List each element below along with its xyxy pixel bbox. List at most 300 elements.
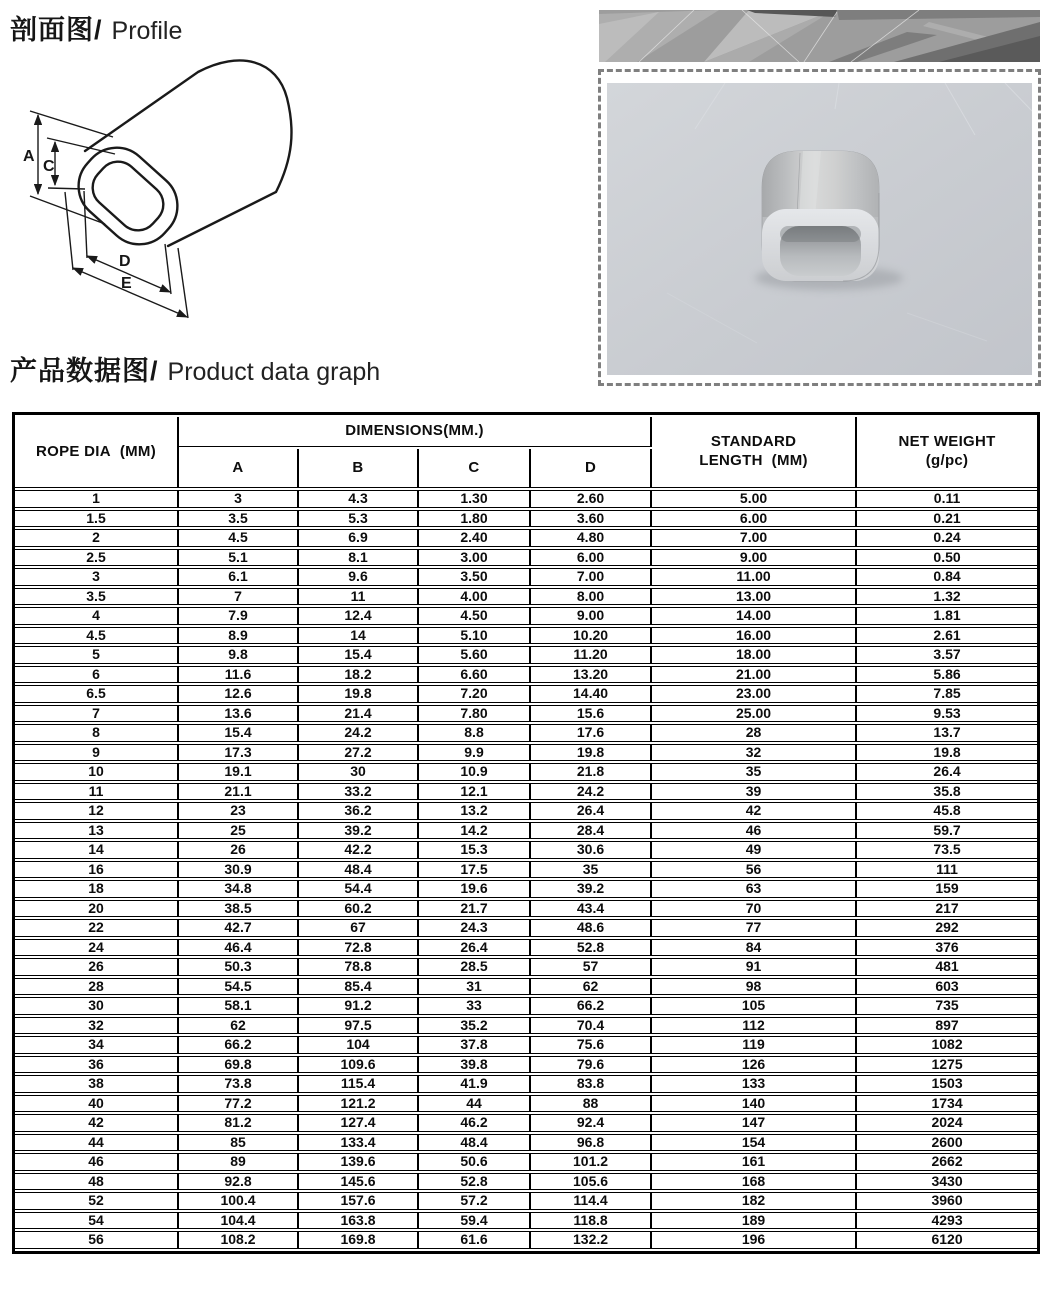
table-cell: 0.21	[857, 510, 1037, 528]
profile-heading-zh: 剖面图/	[10, 15, 103, 45]
table-cell: 13.00	[652, 588, 857, 606]
table-cell: 1082	[857, 1036, 1037, 1054]
table-cell: 8.8	[419, 724, 531, 742]
table-cell: 2.60	[531, 490, 652, 508]
table-cell: 88	[531, 1095, 652, 1113]
table-cell: 20	[15, 900, 179, 918]
table-row	[15, 861, 1037, 879]
header-dim-d: D	[531, 449, 652, 488]
table-cell: 35	[531, 861, 652, 879]
table-cell: 26.4	[419, 939, 531, 957]
table-cell: 46.4	[179, 939, 299, 957]
table-cell: 56	[15, 1231, 179, 1249]
table-row	[15, 549, 1037, 567]
table-cell: 35.2	[419, 1017, 531, 1035]
table-cell: 118.8	[531, 1212, 652, 1230]
table-cell: 12	[15, 802, 179, 820]
table-cell: 147	[652, 1114, 857, 1132]
table-cell: 15.3	[419, 841, 531, 859]
table-cell: 7.80	[419, 705, 531, 723]
table-cell: 23.00	[652, 685, 857, 703]
table-cell: 67	[299, 919, 419, 937]
table-cell: 26.4	[531, 802, 652, 820]
table-cell: 126	[652, 1056, 857, 1074]
table-cell: 43.4	[531, 900, 652, 918]
banner-graphic	[599, 10, 1040, 62]
table-cell: 9	[15, 744, 179, 762]
table-cell: 98	[652, 978, 857, 996]
table-cell: 6.9	[299, 529, 419, 547]
table-cell: 105	[652, 997, 857, 1015]
table-cell: 34	[15, 1036, 179, 1054]
table-cell: 19.8	[531, 744, 652, 762]
table-cell: 30	[299, 763, 419, 781]
table-cell: 6.1	[179, 568, 299, 586]
table-cell: 9.53	[857, 705, 1037, 723]
table-row	[15, 627, 1037, 645]
table-row	[15, 1075, 1037, 1093]
table-cell: 30.9	[179, 861, 299, 879]
table-cell: 3960	[857, 1192, 1037, 1210]
table-cell: 0.11	[857, 490, 1037, 508]
header-standard-length: STANDARD LENGTH (MM)	[652, 417, 857, 488]
table-header	[15, 417, 1037, 488]
table-cell: 13.6	[179, 705, 299, 723]
table-cell: 8	[15, 724, 179, 742]
table-cell: 3.00	[419, 549, 531, 567]
table-cell: 8.9	[179, 627, 299, 645]
table-row	[15, 510, 1037, 528]
table-cell: 50.6	[419, 1153, 531, 1171]
table-cell: 45.8	[857, 802, 1037, 820]
table-cell: 217	[857, 900, 1037, 918]
table-cell: 5.10	[419, 627, 531, 645]
table-cell: 21.4	[299, 705, 419, 723]
table-cell: 115.4	[299, 1075, 419, 1093]
header-dimensions-group: DIMENSIONS(MM.)	[179, 417, 652, 447]
table-row	[15, 1192, 1037, 1210]
table-cell: 127.4	[299, 1114, 419, 1132]
table-cell: 10	[15, 763, 179, 781]
table-cell: 19.6	[419, 880, 531, 898]
table-cell: 39.2	[299, 822, 419, 840]
table-row	[15, 822, 1037, 840]
table-cell: 101.2	[531, 1153, 652, 1171]
table-body	[15, 490, 1037, 1249]
table-cell: 7.20	[419, 685, 531, 703]
table-cell: 133.4	[299, 1134, 419, 1152]
table-cell: 1.32	[857, 588, 1037, 606]
table-cell: 12.4	[299, 607, 419, 625]
header-dim-c: C	[419, 449, 531, 488]
table-row	[15, 841, 1037, 859]
product-data-heading	[10, 349, 380, 388]
table-cell: 44	[419, 1095, 531, 1113]
table-cell: 44	[15, 1134, 179, 1152]
table-cell: 8.00	[531, 588, 652, 606]
table-cell: 73.8	[179, 1075, 299, 1093]
table-row	[15, 1056, 1037, 1074]
table-cell: 42	[652, 802, 857, 820]
table-cell: 4.00	[419, 588, 531, 606]
dim-label-d: D	[119, 253, 131, 270]
table-cell: 79.6	[531, 1056, 652, 1074]
table-cell: 24	[15, 939, 179, 957]
table-cell: 196	[652, 1231, 857, 1249]
table-cell: 60.2	[299, 900, 419, 918]
table-cell: 3.57	[857, 646, 1037, 664]
table-cell: 21.00	[652, 666, 857, 684]
table-cell: 119	[652, 1036, 857, 1054]
table-cell: 157.6	[299, 1192, 419, 1210]
table-cell: 48.4	[419, 1134, 531, 1152]
table-cell: 96.8	[531, 1134, 652, 1152]
table-cell: 5.86	[857, 666, 1037, 684]
table-cell: 163.8	[299, 1212, 419, 1230]
table-row	[15, 997, 1037, 1015]
table-cell: 59.4	[419, 1212, 531, 1230]
table-cell: 0.50	[857, 549, 1037, 567]
table-row	[15, 783, 1037, 801]
profile-heading	[10, 8, 182, 47]
table-cell: 42	[15, 1114, 179, 1132]
table-cell: 27.2	[299, 744, 419, 762]
table-cell: 52.8	[531, 939, 652, 957]
table-cell: 48	[15, 1173, 179, 1191]
sleeve-isometric-drawing	[65, 60, 292, 258]
table-cell: 97.5	[299, 1017, 419, 1035]
table-cell: 18.2	[299, 666, 419, 684]
table-cell: 9.00	[531, 607, 652, 625]
table-row	[15, 607, 1037, 625]
table-cell: 92.8	[179, 1173, 299, 1191]
table-cell: 91	[652, 958, 857, 976]
table-cell: 17.6	[531, 724, 652, 742]
table-cell: 38.5	[179, 900, 299, 918]
table-cell: 161	[652, 1153, 857, 1171]
table-cell: 1734	[857, 1095, 1037, 1113]
table-cell: 7.00	[531, 568, 652, 586]
table-cell: 7.85	[857, 685, 1037, 703]
table-cell: 21.1	[179, 783, 299, 801]
table-cell: 56	[652, 861, 857, 879]
table-cell: 35	[652, 763, 857, 781]
table-cell: 70	[652, 900, 857, 918]
table-cell: 4.5	[15, 627, 179, 645]
table-cell: 31	[419, 978, 531, 996]
table-cell: 77.2	[179, 1095, 299, 1113]
table-cell: 32	[652, 744, 857, 762]
table-cell: 1	[15, 490, 179, 508]
table-cell: 4	[15, 607, 179, 625]
table-cell: 25	[179, 822, 299, 840]
table-cell: 46.2	[419, 1114, 531, 1132]
table-row	[15, 978, 1037, 996]
table-cell: 62	[531, 978, 652, 996]
table-cell: 66.2	[179, 1036, 299, 1054]
table-cell: 62	[179, 1017, 299, 1035]
table-cell: 9.6	[299, 568, 419, 586]
table-cell: 897	[857, 1017, 1037, 1035]
table-cell: 14.00	[652, 607, 857, 625]
table-cell: 11.00	[652, 568, 857, 586]
table-cell: 5	[15, 646, 179, 664]
table-cell: 40	[15, 1095, 179, 1113]
table-cell: 14	[299, 627, 419, 645]
table-cell: 2662	[857, 1153, 1037, 1171]
table-cell: 11.6	[179, 666, 299, 684]
table-row	[15, 705, 1037, 723]
dim-label-c: C	[43, 158, 55, 175]
table-cell: 5.1	[179, 549, 299, 567]
table-cell: 2024	[857, 1114, 1037, 1132]
table-cell: 1503	[857, 1075, 1037, 1093]
table-cell: 52.8	[419, 1173, 531, 1191]
table-row	[15, 529, 1037, 547]
table-cell: 17.5	[419, 861, 531, 879]
table-cell: 18.00	[652, 646, 857, 664]
table-cell: 83.8	[531, 1075, 652, 1093]
table-cell: 75.6	[531, 1036, 652, 1054]
table-cell: 24.2	[299, 724, 419, 742]
table-cell: 21.7	[419, 900, 531, 918]
table-cell: 7	[179, 588, 299, 606]
table-cell: 0.24	[857, 529, 1037, 547]
table-cell: 28.4	[531, 822, 652, 840]
table-cell: 26	[179, 841, 299, 859]
table-row	[15, 490, 1037, 508]
table-cell: 0.84	[857, 568, 1037, 586]
table-cell: 3.60	[531, 510, 652, 528]
product-data-heading-zh: 产品数据图/	[10, 356, 159, 386]
header-dim-b: B	[299, 449, 419, 488]
table-cell: 14	[15, 841, 179, 859]
table-cell: 32	[15, 1017, 179, 1035]
table-cell: 57.2	[419, 1192, 531, 1210]
table-cell: 114.4	[531, 1192, 652, 1210]
table-cell: 6.00	[531, 549, 652, 567]
table-cell: 4.80	[531, 529, 652, 547]
table-cell: 159	[857, 880, 1037, 898]
table-row	[15, 666, 1037, 684]
table-cell: 2.5	[15, 549, 179, 567]
table-cell: 3430	[857, 1173, 1037, 1191]
table-cell: 168	[652, 1173, 857, 1191]
table-row	[15, 1231, 1037, 1249]
table-cell: 481	[857, 958, 1037, 976]
table-cell: 3.5	[179, 510, 299, 528]
table-cell: 57	[531, 958, 652, 976]
table-cell: 73.5	[857, 841, 1037, 859]
table-cell: 42.7	[179, 919, 299, 937]
table-cell: 292	[857, 919, 1037, 937]
table-cell: 38	[15, 1075, 179, 1093]
table-cell: 84	[652, 939, 857, 957]
table-cell: 109.6	[299, 1056, 419, 1074]
header-dim-a: A	[179, 449, 299, 488]
table-cell: 92.4	[531, 1114, 652, 1132]
sleeve-photo-shape	[762, 151, 879, 281]
table-cell: 9.9	[419, 744, 531, 762]
table-cell: 104.4	[179, 1212, 299, 1230]
table-cell: 58.1	[179, 997, 299, 1015]
table-cell: 13	[15, 822, 179, 840]
table-cell: 34.8	[179, 880, 299, 898]
table-row	[15, 958, 1037, 976]
table-cell: 1275	[857, 1056, 1037, 1074]
table-cell: 1.5	[15, 510, 179, 528]
table-cell: 2600	[857, 1134, 1037, 1152]
table-cell: 3	[179, 490, 299, 508]
table-cell: 39	[652, 783, 857, 801]
table-cell: 19.8	[299, 685, 419, 703]
table-row	[15, 1095, 1037, 1113]
table-cell: 5.00	[652, 490, 857, 508]
table-cell: 19.8	[857, 744, 1037, 762]
table-cell: 14.2	[419, 822, 531, 840]
table-cell: 105.6	[531, 1173, 652, 1191]
table-cell: 81.2	[179, 1114, 299, 1132]
table-cell: 9.00	[652, 549, 857, 567]
table-cell: 100.4	[179, 1192, 299, 1210]
table-cell: 15.4	[299, 646, 419, 664]
table-cell: 12.6	[179, 685, 299, 703]
profile-diagram	[15, 58, 330, 350]
table-cell: 28	[15, 978, 179, 996]
product-data-heading-en: Product data graph	[167, 358, 381, 386]
table-cell: 42.2	[299, 841, 419, 859]
table-cell: 33	[419, 997, 531, 1015]
table-cell: 16.00	[652, 627, 857, 645]
table-cell: 13.7	[857, 724, 1037, 742]
table-cell: 154	[652, 1134, 857, 1152]
table-cell: 39.2	[531, 880, 652, 898]
table-row	[15, 1017, 1037, 1035]
table-cell: 15.4	[179, 724, 299, 742]
table-cell: 6.00	[652, 510, 857, 528]
profile-heading-en: Profile	[111, 17, 183, 45]
table-cell: 85	[179, 1134, 299, 1152]
table-cell: 69.8	[179, 1056, 299, 1074]
table-row	[15, 919, 1037, 937]
table-cell: 3.50	[419, 568, 531, 586]
table-cell: 4.50	[419, 607, 531, 625]
table-cell: 70.4	[531, 1017, 652, 1035]
table-cell: 15.6	[531, 705, 652, 723]
table-cell: 26	[15, 958, 179, 976]
table-cell: 49	[652, 841, 857, 859]
product-photo-frame	[598, 69, 1041, 386]
table-cell: 6.5	[15, 685, 179, 703]
table-row	[15, 763, 1037, 781]
table-cell: 52	[15, 1192, 179, 1210]
table-cell: 10.20	[531, 627, 652, 645]
table-cell: 2.40	[419, 529, 531, 547]
table-cell: 54.4	[299, 880, 419, 898]
table-cell: 89	[179, 1153, 299, 1171]
table-cell: 22	[15, 919, 179, 937]
table-cell: 603	[857, 978, 1037, 996]
table-cell: 376	[857, 939, 1037, 957]
table-cell: 3.5	[15, 588, 179, 606]
table-cell: 24.3	[419, 919, 531, 937]
table-cell: 36	[15, 1056, 179, 1074]
table-cell: 36.2	[299, 802, 419, 820]
table-cell: 111	[857, 861, 1037, 879]
dim-label-a: A	[23, 148, 35, 165]
table-row	[15, 588, 1037, 606]
table-cell: 28	[652, 724, 857, 742]
table-cell: 59.7	[857, 822, 1037, 840]
table-cell: 25.00	[652, 705, 857, 723]
table-cell: 33.2	[299, 783, 419, 801]
table-cell: 23	[179, 802, 299, 820]
table-cell: 169.8	[299, 1231, 419, 1249]
table-cell: 17.3	[179, 744, 299, 762]
table-row	[15, 802, 1037, 820]
table-cell: 6.60	[419, 666, 531, 684]
table-cell: 30	[15, 997, 179, 1015]
table-cell: 9.8	[179, 646, 299, 664]
table-cell: 39.8	[419, 1056, 531, 1074]
table-cell: 7.00	[652, 529, 857, 547]
table-row	[15, 1153, 1037, 1171]
table-cell: 1.80	[419, 510, 531, 528]
table-cell: 104	[299, 1036, 419, 1054]
table-cell: 24.2	[531, 783, 652, 801]
table-row	[15, 1134, 1037, 1152]
table-cell: 5.3	[299, 510, 419, 528]
table-cell: 2.61	[857, 627, 1037, 645]
table-row	[15, 900, 1037, 918]
table-cell: 132.2	[531, 1231, 652, 1249]
header-net-weight: NET WEIGHT (g/pc)	[857, 417, 1037, 488]
table-cell: 10.9	[419, 763, 531, 781]
table-cell: 7.9	[179, 607, 299, 625]
table-cell: 18	[15, 880, 179, 898]
table-cell: 121.2	[299, 1095, 419, 1113]
table-cell: 63	[652, 880, 857, 898]
table-cell: 13.2	[419, 802, 531, 820]
table-cell: 46	[652, 822, 857, 840]
table-cell: 66.2	[531, 997, 652, 1015]
table-row	[15, 1036, 1037, 1054]
product-photo	[607, 83, 1032, 375]
table-cell: 4293	[857, 1212, 1037, 1230]
table-cell: 85.4	[299, 978, 419, 996]
table-cell: 19.1	[179, 763, 299, 781]
table-cell: 37.8	[419, 1036, 531, 1054]
table-cell: 16	[15, 861, 179, 879]
table-cell: 50.3	[179, 958, 299, 976]
table-cell: 108.2	[179, 1231, 299, 1249]
spec-table-wrap	[12, 412, 1040, 1254]
table-cell: 12.1	[419, 783, 531, 801]
table-cell: 26.4	[857, 763, 1037, 781]
table-cell: 11	[299, 588, 419, 606]
table-cell: 78.8	[299, 958, 419, 976]
table-cell: 133	[652, 1075, 857, 1093]
spec-table	[15, 415, 1037, 1251]
table-cell: 41.9	[419, 1075, 531, 1093]
table-row	[15, 1114, 1037, 1132]
table-cell: 1.81	[857, 607, 1037, 625]
table-cell: 48.4	[299, 861, 419, 879]
table-cell: 30.6	[531, 841, 652, 859]
table-cell: 112	[652, 1017, 857, 1035]
table-row	[15, 939, 1037, 957]
table-cell: 77	[652, 919, 857, 937]
